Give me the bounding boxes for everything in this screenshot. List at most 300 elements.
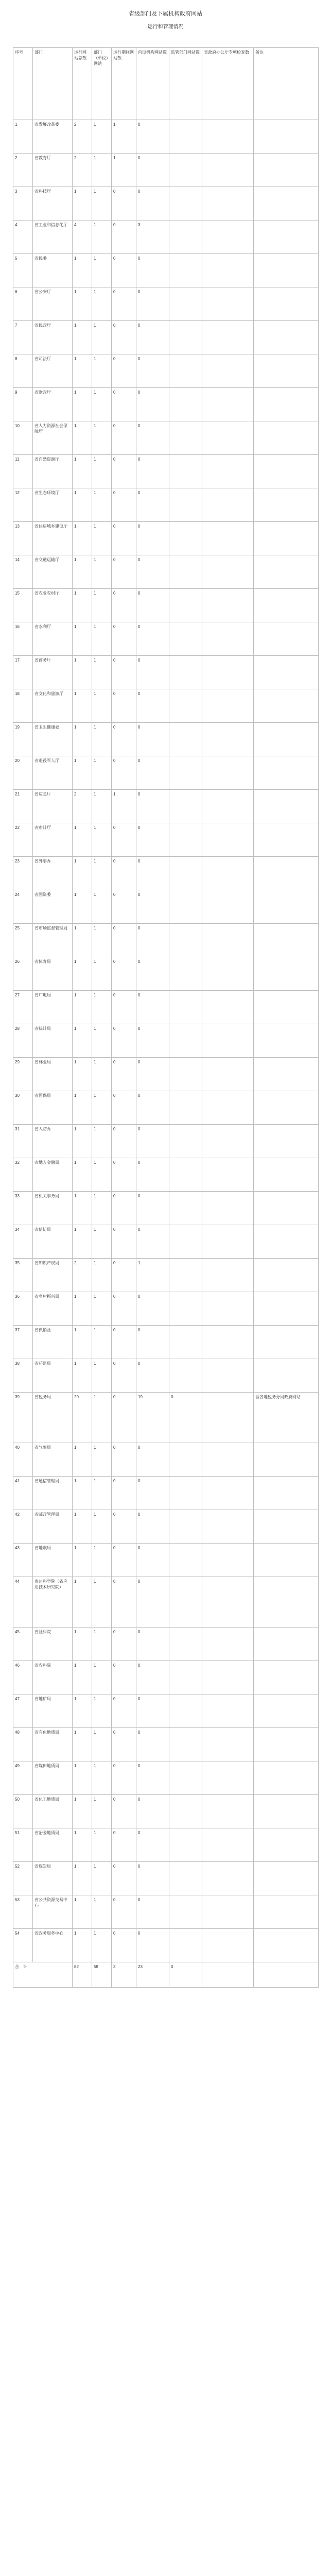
inspection-count-cell [202, 857, 254, 890]
inspection-count-cell [202, 455, 254, 488]
department-name-cell: 省煤炭局 [33, 1862, 73, 1895]
table-row [13, 723, 319, 756]
operating-sites-cell: 0 [112, 723, 136, 756]
inspection-count-cell [202, 1393, 254, 1443]
remark-cell [254, 421, 319, 455]
department-sites-cell: 1 [92, 1761, 112, 1795]
total-sites-cell: 1 [73, 1694, 92, 1728]
inspection-count-cell [202, 321, 254, 354]
total-c2-cell: 58 [92, 1962, 112, 1988]
row-number-cell: 16 [13, 622, 33, 656]
inspection-count-cell [202, 120, 254, 154]
department-name-cell: 省文化和旅游厅 [33, 689, 73, 723]
table-row [13, 120, 319, 154]
regulator-sites-cell [169, 555, 202, 589]
regulator-sites-cell [169, 1225, 202, 1259]
inspection-count-cell [202, 1795, 254, 1828]
regulator-sites-cell [169, 354, 202, 388]
remark-cell [254, 1326, 319, 1359]
department-name-cell: 省地方金融局 [33, 1158, 73, 1192]
table-row [13, 1929, 319, 1962]
department-name-cell: 省教育厅 [33, 154, 73, 187]
operating-sites-cell: 0 [112, 1628, 136, 1661]
remark-cell [254, 689, 319, 723]
internal-sites-cell: 0 [136, 455, 169, 488]
department-sites-cell: 1 [92, 890, 112, 924]
table-row [13, 589, 319, 622]
department-name-cell: 省人防办 [33, 1125, 73, 1158]
department-name-cell: 省司法厅 [33, 354, 73, 388]
total-sites-cell: 1 [73, 1477, 92, 1510]
table-row [13, 1225, 319, 1259]
row-number-cell: 27 [13, 991, 33, 1024]
remark-cell [254, 756, 319, 790]
total-sites-cell: 1 [73, 1544, 92, 1577]
table-total-row [13, 1962, 319, 1988]
total-sites-cell: 1 [73, 756, 92, 790]
department-name-cell: 省冶金地质局 [33, 1828, 73, 1862]
total-sites-cell: 1 [73, 455, 92, 488]
department-name-cell: 省发展改革委 [33, 120, 73, 154]
regulator-sites-cell [169, 120, 202, 154]
internal-sites-cell: 0 [136, 1728, 169, 1761]
remark-cell [254, 1795, 319, 1828]
remark-cell [254, 1694, 319, 1728]
table-header-row [13, 48, 319, 120]
row-number-cell: 6 [13, 287, 33, 321]
department-sites-cell: 1 [92, 1661, 112, 1694]
row-number-cell: 49 [13, 1761, 33, 1795]
inspection-count-cell [202, 154, 254, 187]
internal-sites-cell: 0 [136, 857, 169, 890]
row-number-cell: 28 [13, 1024, 33, 1058]
department-sites-cell: 1 [92, 656, 112, 689]
department-name-cell: 省国资委 [33, 890, 73, 924]
department-name-cell: 省工业和信息化厅 [33, 221, 73, 254]
total-sites-cell: 1 [73, 1895, 92, 1929]
total-sites-cell: 1 [73, 1359, 92, 1393]
header-cell: 备注 [254, 48, 319, 120]
department-name-cell: 省民政厅 [33, 321, 73, 354]
internal-sites-cell: 0 [136, 522, 169, 555]
inspection-count-cell [202, 1694, 254, 1728]
department-name-cell: 省水利厅 [33, 622, 73, 656]
operating-sites-cell: 0 [112, 1225, 136, 1259]
operating-sites-cell: 0 [112, 1544, 136, 1577]
regulator-sites-cell [169, 1728, 202, 1761]
internal-sites-cell: 0 [136, 187, 169, 221]
internal-sites-cell: 0 [136, 1443, 169, 1477]
table-row [13, 1577, 319, 1628]
internal-sites-cell: 0 [136, 723, 169, 756]
regulator-sites-cell [169, 187, 202, 221]
inspection-count-cell [202, 388, 254, 421]
total-sites-cell: 1 [73, 187, 92, 221]
internal-sites-cell: 0 [136, 354, 169, 388]
operating-sites-cell: 0 [112, 857, 136, 890]
total-sites-cell: 1 [73, 1628, 92, 1661]
row-number-cell: 4 [13, 221, 33, 254]
header-cell: 内设机构网站数 [136, 48, 169, 120]
row-number-cell: 54 [13, 1929, 33, 1962]
inspection-count-cell [202, 689, 254, 723]
operating-sites-cell: 0 [112, 890, 136, 924]
row-number-cell: 5 [13, 254, 33, 287]
regulator-sites-cell [169, 1259, 202, 1292]
operating-sites-cell: 0 [112, 187, 136, 221]
table-row [13, 1477, 319, 1510]
remark-cell [254, 1225, 319, 1259]
row-number-cell: 29 [13, 1058, 33, 1091]
remark-cell [254, 857, 319, 890]
regulator-sites-cell [169, 388, 202, 421]
remark-cell [254, 187, 319, 221]
inspection-count-cell [202, 287, 254, 321]
operating-sites-cell: 0 [112, 1058, 136, 1091]
total-sites-cell: 1 [73, 1158, 92, 1192]
internal-sites-cell: 0 [136, 1359, 169, 1393]
department-name-cell: 省住房城乡建设厅 [33, 522, 73, 555]
inspection-count-cell [202, 221, 254, 254]
table-row [13, 1510, 319, 1544]
inspection-count-cell [202, 1292, 254, 1326]
row-number-cell: 50 [13, 1795, 33, 1828]
table-row [13, 1192, 319, 1225]
total-c5-cell: 0 [169, 1962, 202, 1988]
department-name-cell: 省政务服务中心 [33, 1929, 73, 1962]
regulator-sites-cell [169, 890, 202, 924]
operating-sites-cell: 0 [112, 522, 136, 555]
regulator-sites-cell [169, 1895, 202, 1929]
operating-sites-cell: 0 [112, 1510, 136, 1544]
remark-cell [254, 287, 319, 321]
internal-sites-cell: 0 [136, 555, 169, 589]
remark-cell [254, 120, 319, 154]
internal-sites-cell: 0 [136, 1761, 169, 1795]
internal-sites-cell: 0 [136, 287, 169, 321]
remark-cell [254, 1628, 319, 1661]
regulator-sites-cell [169, 287, 202, 321]
row-number-cell: 13 [13, 522, 33, 555]
internal-sites-cell: 0 [136, 321, 169, 354]
row-number-cell: 17 [13, 656, 33, 689]
row-number-cell: 3 [13, 187, 33, 221]
remark-cell [254, 1091, 319, 1125]
inspection-count-cell [202, 991, 254, 1024]
operating-sites-cell: 0 [112, 388, 136, 421]
total-sites-cell: 4 [73, 221, 92, 254]
department-sites-cell: 1 [92, 287, 112, 321]
total-sites-cell: 1 [73, 656, 92, 689]
inspection-count-cell [202, 1443, 254, 1477]
internal-sites-cell: 0 [136, 1862, 169, 1895]
inspection-count-cell [202, 1895, 254, 1929]
row-number-cell: 33 [13, 1192, 33, 1225]
operating-sites-cell: 0 [112, 1192, 136, 1225]
internal-sites-cell: 3 [136, 221, 169, 254]
remark-cell [254, 1024, 319, 1058]
header-cell: 序号 [13, 48, 33, 120]
row-number-cell: 18 [13, 689, 33, 723]
remark-cell [254, 522, 319, 555]
document-subtitle: 运行和管理情况 [147, 24, 184, 30]
internal-sites-cell: 0 [136, 1292, 169, 1326]
total-sites-cell: 1 [73, 723, 92, 756]
regulator-sites-cell [169, 1125, 202, 1158]
remark-cell [254, 555, 319, 589]
remark-cell [254, 823, 319, 857]
total-sites-cell: 1 [73, 1058, 92, 1091]
internal-sites-cell: 0 [136, 689, 169, 723]
department-name-cell: 省农科院 [33, 1661, 73, 1694]
website-statistics-table [13, 47, 319, 1988]
department-sites-cell: 1 [92, 991, 112, 1024]
department-sites-cell: 1 [92, 790, 112, 823]
department-name-cell: 省卫生健康委 [33, 723, 73, 756]
department-name-cell: 省社科院 [33, 1628, 73, 1661]
department-name-cell: 省供销社 [33, 1326, 73, 1359]
operating-sites-cell: 0 [112, 254, 136, 287]
department-sites-cell: 1 [92, 1694, 112, 1728]
operating-sites-cell: 0 [112, 488, 136, 522]
department-sites-cell: 1 [92, 1477, 112, 1510]
inspection-count-cell [202, 1628, 254, 1661]
table-row [13, 1058, 319, 1091]
remark-cell [254, 1359, 319, 1393]
department-sites-cell: 1 [92, 1024, 112, 1058]
row-number-cell: 53 [13, 1895, 33, 1929]
regulator-sites-cell [169, 823, 202, 857]
department-sites-cell: 1 [92, 589, 112, 622]
total-sites-cell: 1 [73, 1661, 92, 1694]
total-sites-cell: 1 [73, 890, 92, 924]
regulator-sites-cell [169, 522, 202, 555]
table-row [13, 890, 319, 924]
row-number-cell: 19 [13, 723, 33, 756]
remark-cell [254, 1125, 319, 1158]
department-name-cell: 省统计局 [33, 1024, 73, 1058]
department-sites-cell: 1 [92, 1125, 112, 1158]
department-name-cell: 省审计厅 [33, 823, 73, 857]
operating-sites-cell: 0 [112, 589, 136, 622]
department-sites-cell: 1 [92, 1544, 112, 1577]
inspection-count-cell [202, 656, 254, 689]
internal-sites-cell: 0 [136, 1929, 169, 1962]
internal-sites-cell: 0 [136, 421, 169, 455]
internal-sites-cell: 0 [136, 1577, 169, 1628]
department-sites-cell: 1 [92, 1326, 112, 1359]
department-name-cell: 省科技厅 [33, 187, 73, 221]
internal-sites-cell: 0 [136, 1828, 169, 1862]
inspection-count-cell [202, 790, 254, 823]
department-sites-cell: 1 [92, 354, 112, 388]
inspection-count-cell [202, 354, 254, 388]
table-row [13, 1443, 319, 1477]
regulator-sites-cell [169, 790, 202, 823]
department-sites-cell: 1 [92, 455, 112, 488]
regulator-sites-cell [169, 1544, 202, 1577]
department-sites-cell: 1 [92, 823, 112, 857]
department-name-cell: 省地矿局 [33, 1694, 73, 1728]
regulator-sites-cell [169, 1359, 202, 1393]
department-sites-cell: 1 [92, 522, 112, 555]
total-sites-cell: 1 [73, 421, 92, 455]
remark-cell [254, 1158, 319, 1192]
table-row [13, 1091, 319, 1125]
department-sites-cell: 1 [92, 1628, 112, 1661]
operating-sites-cell: 0 [112, 1929, 136, 1962]
department-name-cell: 省信访局 [33, 1225, 73, 1259]
operating-sites-cell: 0 [112, 555, 136, 589]
inspection-count-cell [202, 1359, 254, 1393]
operating-sites-cell: 0 [112, 1661, 136, 1694]
operating-sites-cell: 0 [112, 656, 136, 689]
internal-sites-cell: 0 [136, 1628, 169, 1661]
table-row [13, 1158, 319, 1192]
remark-cell [254, 957, 319, 991]
department-sites-cell: 1 [92, 388, 112, 421]
department-sites-cell: 1 [92, 1929, 112, 1962]
header-cell: 监管部门网站数 [169, 48, 202, 120]
department-name-cell: 省公共资源交易中心 [33, 1895, 73, 1929]
total-c3-cell: 3 [112, 1962, 136, 1988]
row-number-cell: 38 [13, 1359, 33, 1393]
operating-sites-cell: 0 [112, 1091, 136, 1125]
department-name-cell: 省有色地质局 [33, 1728, 73, 1761]
remark-cell [254, 254, 319, 287]
inspection-count-cell [202, 522, 254, 555]
table-row [13, 991, 319, 1024]
remark-cell: 含各地税务分局政府网站 [254, 1393, 319, 1443]
remark-cell [254, 1862, 319, 1895]
table-row [13, 1728, 319, 1761]
department-name-cell: 省医保局 [33, 1091, 73, 1125]
regulator-sites-cell [169, 1628, 202, 1661]
row-number-cell: 35 [13, 1259, 33, 1292]
internal-sites-cell: 0 [136, 756, 169, 790]
department-sites-cell: 1 [92, 187, 112, 221]
inspection-count-cell [202, 589, 254, 622]
department-sites-cell: 1 [92, 1192, 112, 1225]
total-sites-cell: 1 [73, 287, 92, 321]
internal-sites-cell: 0 [136, 622, 169, 656]
inspection-count-cell [202, 1510, 254, 1544]
internal-sites-cell: 0 [136, 154, 169, 187]
table-row [13, 1544, 319, 1577]
department-name-cell: 省煤田地质局 [33, 1761, 73, 1795]
table-row [13, 1895, 319, 1929]
operating-sites-cell: 0 [112, 1292, 136, 1326]
inspection-count-cell [202, 421, 254, 455]
operating-sites-cell: 0 [112, 1895, 136, 1929]
row-number-cell: 47 [13, 1694, 33, 1728]
table-row [13, 622, 319, 656]
inspection-count-cell [202, 1929, 254, 1962]
operating-sites-cell: 0 [112, 1158, 136, 1192]
department-name-cell: 省广电局 [33, 991, 73, 1024]
operating-sites-cell: 0 [112, 689, 136, 723]
department-name-cell: 省生态环境厅 [33, 488, 73, 522]
remark-cell [254, 388, 319, 421]
regulator-sites-cell [169, 1192, 202, 1225]
regulator-sites-cell [169, 1577, 202, 1628]
regulator-sites-cell [169, 1929, 202, 1962]
regulator-sites-cell [169, 1862, 202, 1895]
remark-cell [254, 1477, 319, 1510]
regulator-sites-cell [169, 1024, 202, 1058]
internal-sites-cell: 0 [136, 656, 169, 689]
table-row [13, 388, 319, 421]
department-name-cell: 省商务厅 [33, 656, 73, 689]
operating-sites-cell: 0 [112, 1359, 136, 1393]
department-sites-cell: 1 [92, 1510, 112, 1544]
operating-sites-cell: 0 [112, 1259, 136, 1292]
row-number-cell: 15 [13, 589, 33, 622]
internal-sites-cell: 0 [136, 823, 169, 857]
row-number-cell: 40 [13, 1443, 33, 1477]
department-sites-cell: 1 [92, 1292, 112, 1326]
operating-sites-cell: 0 [112, 823, 136, 857]
inspection-count-cell [202, 1544, 254, 1577]
total-sites-cell: 1 [73, 388, 92, 421]
total-sites-cell: 1 [73, 1125, 92, 1158]
total-sites-cell: 1 [73, 555, 92, 589]
department-name-cell: 省自然资源厅 [33, 455, 73, 488]
regulator-sites-cell [169, 1326, 202, 1359]
department-name-cell: 省农业农村厅 [33, 589, 73, 622]
operating-sites-cell: 0 [112, 455, 136, 488]
department-sites-cell: 1 [92, 689, 112, 723]
document-title: 省级部门及下属机构政府网站 [129, 11, 202, 17]
department-name-cell: 省人力资源社会保障厅 [33, 421, 73, 455]
total-label-cell: 合 计 [13, 1962, 73, 1988]
inspection-count-cell [202, 1661, 254, 1694]
remark-cell [254, 1728, 319, 1761]
regulator-sites-cell [169, 689, 202, 723]
total-sites-cell: 2 [73, 120, 92, 154]
remark-cell [254, 1577, 319, 1628]
remark-cell [254, 1544, 319, 1577]
operating-sites-cell: 0 [112, 1828, 136, 1862]
table-row [13, 1326, 319, 1359]
table-row [13, 857, 319, 890]
inspection-count-cell [202, 488, 254, 522]
remark-cell [254, 354, 319, 388]
operating-sites-cell: 0 [112, 354, 136, 388]
row-number-cell: 21 [13, 790, 33, 823]
operating-sites-cell: 0 [112, 287, 136, 321]
total-sites-cell: 1 [73, 857, 92, 890]
department-sites-cell: 1 [92, 555, 112, 589]
department-sites-cell: 1 [92, 1158, 112, 1192]
department-sites-cell: 1 [92, 756, 112, 790]
table-row [13, 154, 319, 187]
regulator-sites-cell [169, 488, 202, 522]
department-sites-cell: 1 [92, 857, 112, 890]
table-row [13, 1828, 319, 1862]
inspection-count-cell [202, 1761, 254, 1795]
internal-sites-cell: 19 [136, 1393, 169, 1443]
row-number-cell: 41 [13, 1477, 33, 1510]
row-number-cell: 14 [13, 555, 33, 589]
inspection-count-cell [202, 924, 254, 957]
regulator-sites-cell [169, 1058, 202, 1091]
table-row [13, 924, 319, 957]
operating-sites-cell: 0 [112, 1862, 136, 1895]
department-sites-cell: 1 [92, 421, 112, 455]
total-sites-cell: 1 [73, 1761, 92, 1795]
table-row [13, 1761, 319, 1795]
